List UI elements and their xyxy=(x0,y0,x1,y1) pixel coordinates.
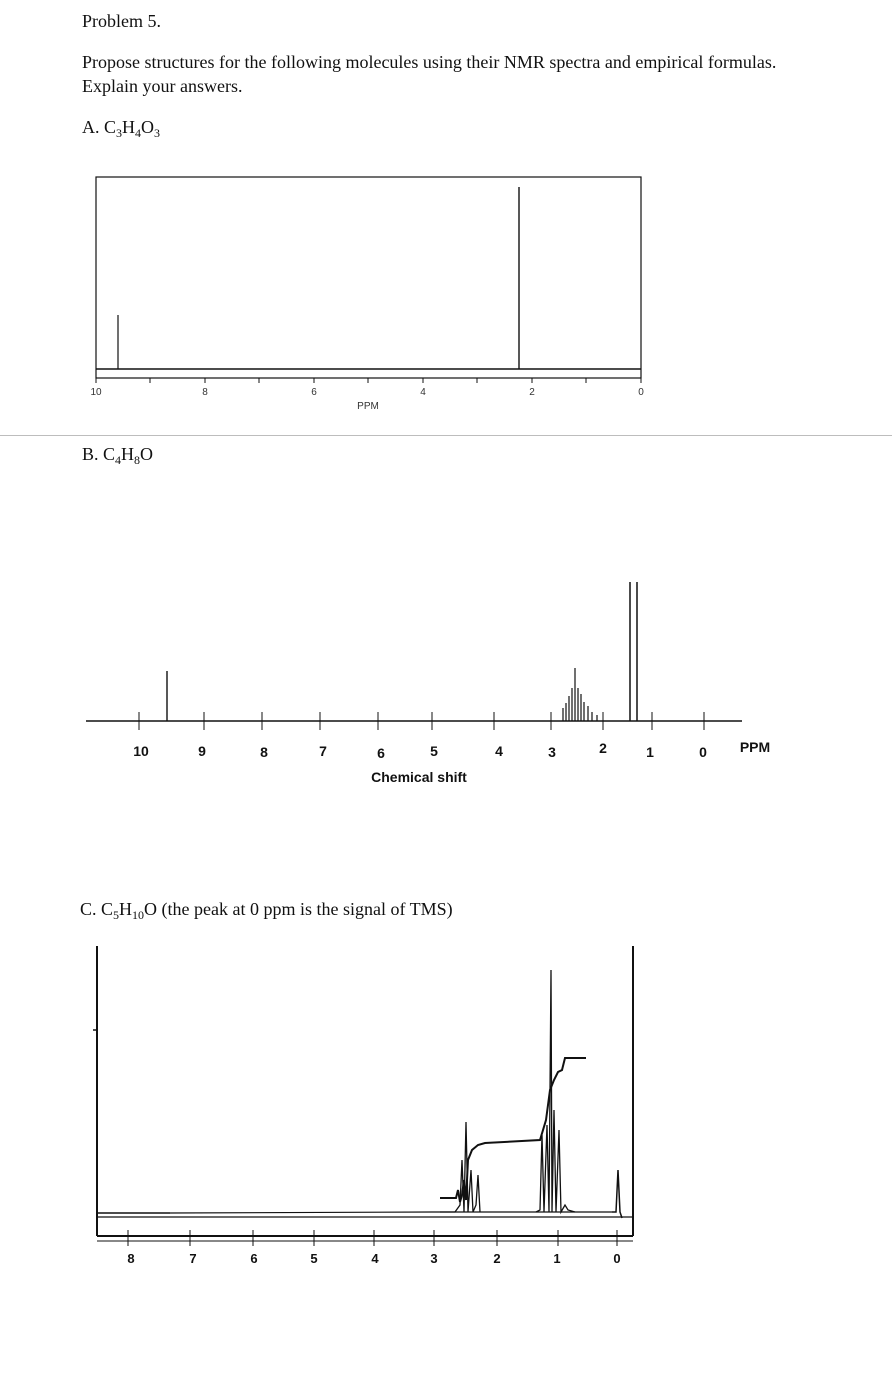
part-c-label: C. $C_5H_{10}O$ (the peak at 0 ppm is the signal of TMS) xyxy=(80,899,453,922)
c-tick-0: 0 xyxy=(613,1251,621,1266)
b-tick-4: 4 xyxy=(495,743,503,759)
c-tick-1: 1 xyxy=(553,1251,561,1266)
spectrum-a xyxy=(96,177,641,383)
spectrum-b xyxy=(86,582,742,730)
spectrum-a-frame xyxy=(96,177,641,378)
spectrum-c-tick-labels xyxy=(127,1251,620,1266)
c-tick-6: 6 xyxy=(250,1251,258,1266)
spectrum-b-axis-label: Chemical shift xyxy=(371,769,467,785)
b-tick-2: 2 xyxy=(599,740,607,756)
spectrum-a-axis-label: PPM xyxy=(357,401,379,412)
b-tick-8: 8 xyxy=(260,744,268,760)
b-tick-5: 5 xyxy=(430,743,438,759)
c-tick-7: 7 xyxy=(189,1251,197,1266)
b-tick-10: 10 xyxy=(133,743,149,759)
a-tick-6: 6 xyxy=(311,387,317,398)
a-tick-2: 2 xyxy=(529,387,535,398)
c-tick-5: 5 xyxy=(310,1251,318,1266)
a-tick-4: 4 xyxy=(420,387,426,398)
part-a-label: A. $C_3H_4O_3$ xyxy=(82,117,161,140)
spectrum-c-peak-group-triplet xyxy=(536,970,575,1212)
b-tick-0: 0 xyxy=(699,744,707,760)
part-b-label: B. $C_4H_8O$ xyxy=(82,444,154,467)
instructions-line-1: Propose structures for the following molecules using their NMR spectra and empirical formulas. xyxy=(82,52,777,72)
a-tick-0: 0 xyxy=(638,387,644,398)
c-tick-2: 2 xyxy=(493,1251,501,1266)
spectrum-c-ticks xyxy=(128,1230,617,1246)
problem-title: Problem 5. xyxy=(82,11,161,31)
spectrum-b-unit-label: PPM xyxy=(739,739,771,755)
b-tick-1: 1 xyxy=(646,744,654,760)
spectrum-c-tms-peak xyxy=(612,1170,622,1218)
b-tick-6: 6 xyxy=(377,745,385,761)
a-tick-10: 10 xyxy=(90,387,102,398)
b-tick-7: 7 xyxy=(319,743,327,759)
b-tick-3: 3 xyxy=(548,744,556,760)
spectrum-c xyxy=(93,946,633,1246)
spectrum-b-multiplet xyxy=(563,668,597,721)
spectrum-c-integral-curve xyxy=(440,1058,586,1202)
spectrum-b-tick-labels xyxy=(133,740,707,761)
b-tick-9: 9 xyxy=(198,743,206,759)
spectrum-a-tick-labels xyxy=(90,387,644,398)
c-tick-3: 3 xyxy=(430,1251,438,1266)
instructions-line-2: Explain your answers. xyxy=(82,76,243,96)
c-tick-4: 4 xyxy=(371,1251,379,1266)
a-tick-8: 8 xyxy=(202,387,208,398)
c-tick-8: 8 xyxy=(127,1251,135,1266)
spectrum-a-ticks xyxy=(96,378,641,383)
